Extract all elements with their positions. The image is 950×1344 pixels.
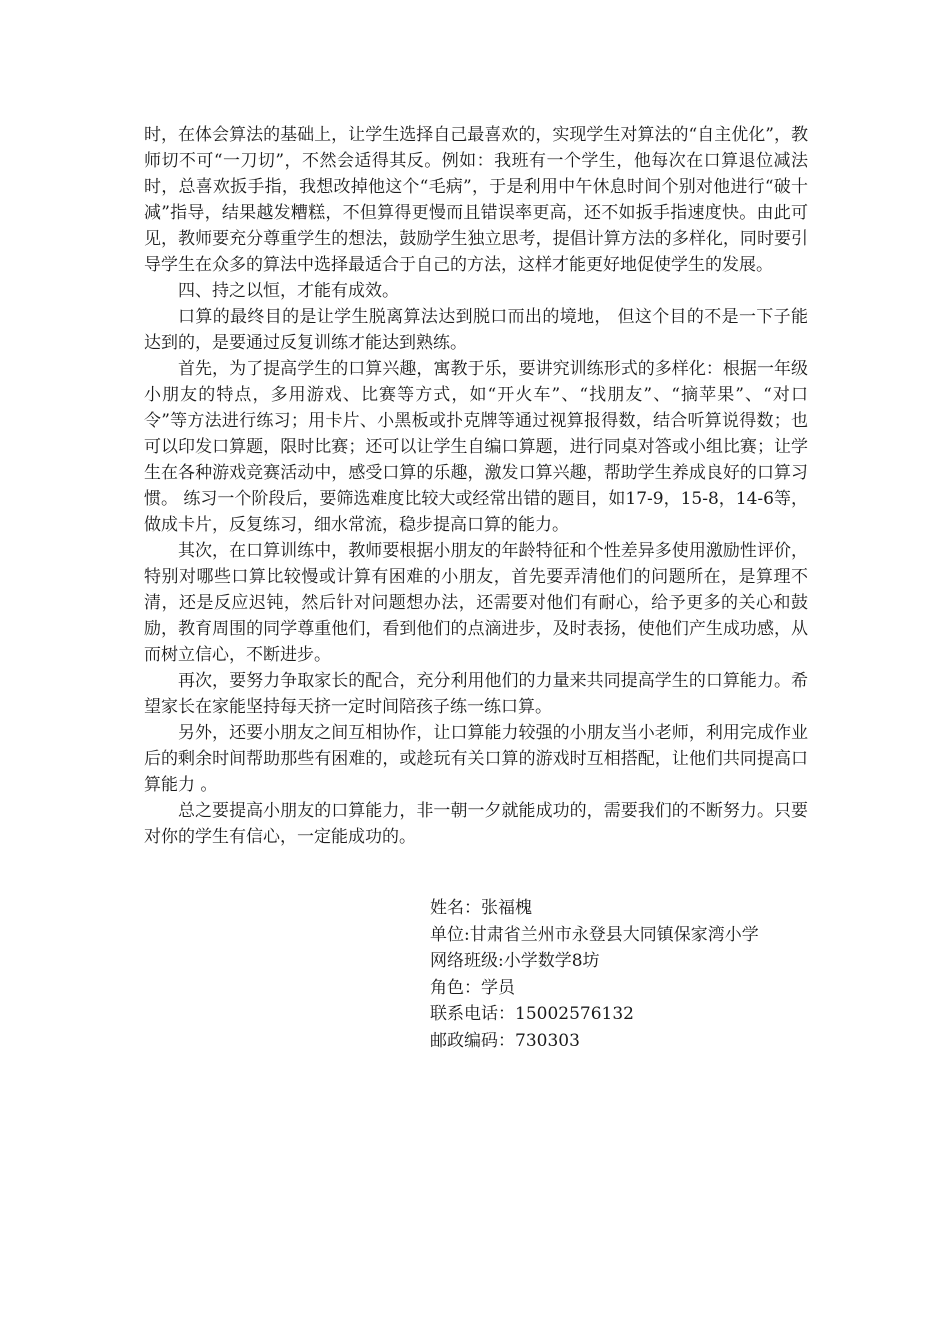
author-role: 角色：学员 bbox=[430, 977, 515, 998]
paragraph: 其次，在口算训练中，教师要根据小朋友的年龄特征和个性差异多使用激励性评价，特别对哪些口算比较慢或计算有困难的小朋友，首先要弄清他们的问题所在，是算理不清，还是反应迟钝，然后针对问题想办法，还需要对他们有耐心，给予更多的关心和鼓励，教育周围的同学尊重他们，看到他们的点滴进步，及时表扬，使他们产生成功感，从而树立信心，不断进步。 bbox=[144, 541, 808, 665]
author-name: 姓名：张福槐 bbox=[430, 898, 532, 918]
paragraph-continuation: 时，在体会算法的基础上，让学生选择自己最喜欢的，实现学生对算法的“自主优化”，教师切不可“一刀切”，不然会适得其反。例如：我班有一个学生，他每次在口算退位减法时，总喜欢扳手指，我想改掉他这个“毛病”，于是利用中午休息时间个别对他进行“破十减”指导，结果越发糟糕，不但算得更慢而且错误率更高，还不如扳手指速度快。由此可见，教师要充分尊重学生的想法，鼓励学生独立思考，提倡计算方法的多样化，同时要引导学生在众多的算法中选择最适合于自己的方法，这样才能更好地促使学生的发展。 bbox=[144, 125, 808, 275]
paragraph-conclusion: 总之要提高小朋友的口算能力，非一朝一夕就能成功的，需要我们的不断努力。只要对你的学生有信心，一定能成功的。 bbox=[144, 801, 808, 847]
author-unit: 单位:甘肃省兰州市永登县大同镇保家湾小学 bbox=[430, 924, 759, 945]
document-body bbox=[144, 122, 808, 850]
author-signature-block bbox=[430, 895, 830, 1054]
author-phone: 联系电话：15002576132 bbox=[430, 1004, 634, 1024]
paragraph: 另外，还要小朋友之间互相协作，让口算能力较强的小朋友当小老师，利用完成作业后的剩余时间帮助那些有困难的，或趁玩有关口算的游戏时互相搭配，让他们共同提高口算能力 。 bbox=[144, 723, 808, 795]
section-heading: 四、持之以恒，才能有成效。 bbox=[178, 281, 399, 301]
paragraph: 再次，要努力争取家长的配合，充分利用他们的力量来共同提高学生的口算能力。希望家长在家能坚持每天挤一定时间陪孩子练一练口算。 bbox=[144, 671, 808, 717]
paragraph: 首先，为了提高学生的口算兴趣，寓教于乐，要讲究训练形式的多样化：根据一年级小朋友的特点，多用游戏、比赛等方式，如“开火车”、“找朋友”、“摘苹果”、“对口令”等方法进行练习；用卡片、小黑板或扑克牌等通过视算报得数，结合听算说得数；也可以印发口算题，限时比赛；还可以让学生自编口算题，进行同桌对答或小组比赛；让学生在各种游戏竞赛活动中，感受口算的乐趣，激发口算兴趣，帮助学生养成良好的口算习惯。 练习一个阶段后，要筛选难度比较大或经常出错的题目，如17-9，15-8，14-6等，做成卡片，反复练习，细水常流，稳步提高口算的能力。 bbox=[144, 359, 808, 535]
paragraph: 口算的最终目的是让学生脱离算法达到脱口而出的境地， 但这个目的不是一下子能达到的，是要通过反复训练才能达到熟练。 bbox=[144, 307, 808, 353]
author-postcode: 邮政编码：730303 bbox=[430, 1030, 580, 1051]
author-class: 网络班级:小学数学8坊 bbox=[430, 951, 600, 971]
